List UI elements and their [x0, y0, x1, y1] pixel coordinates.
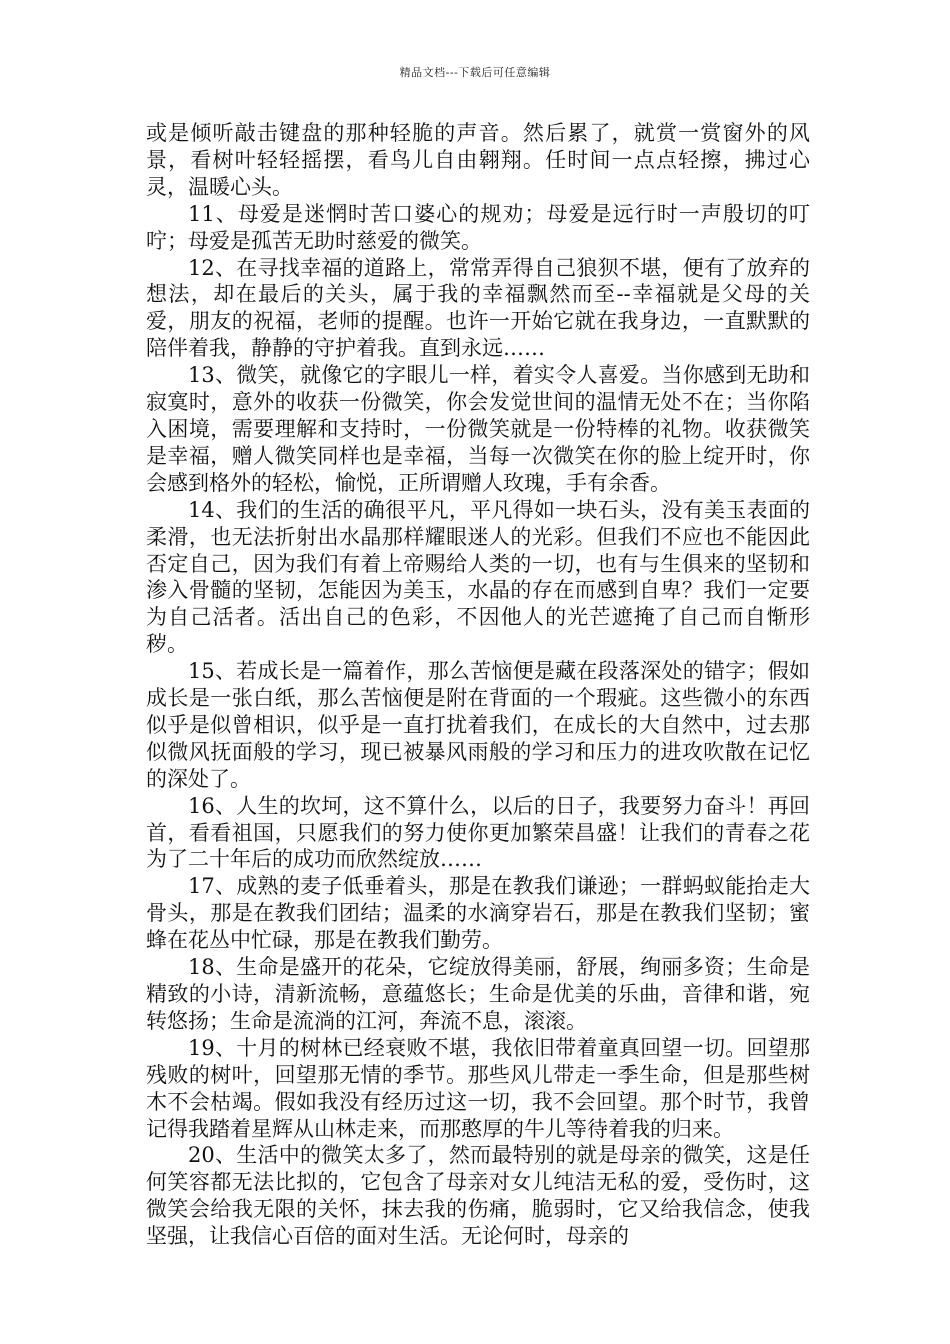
paragraph-15: 15、若成长是一篇着作，那么苦恼便是藏在段落深处的错字；假如成长是一张白纸，那么苦恼便是附在背面的一个瑕疵。这些微小的东西似乎是似曾相识，似乎是一直打扰着我们，在成长的大自然中，过去那似微风抚面般的学习，现已被暴风雨般的学习和压力的进攻吹散在记忆的深处了。: [146, 659, 810, 791]
paragraph-17: 17、成熟的麦子低垂着头，那是在教我们谦逊；一群蚂蚁能抬走大骨头，那是在教我们团结；温柔的水滴穿岩石，那是在教我们坚韧；蜜蜂在花丛中忙碌，那是在教我们勤劳。: [146, 874, 810, 953]
paragraph-continuation: 或是倾听敲击键盘的那种轻脆的声音。然后累了，就赏一赏窗外的风景，看树叶轻轻摇摆，看鸟儿自由翱翔。任时间一点点轻擦，拂过心灵，温暖心头。: [146, 121, 810, 199]
document-body: [146, 120, 810, 1250]
paragraph-20: 20、生活中的微笑太多了，然而最特别的就是母亲的微笑，这是任何笑容都无法比拟的，它包含了母亲对女儿纯洁无私的爱，受伤时，这微笑会给我无限的关怀，抹去我的伤痛，脆弱时，它又给我信念，使我坚强，让我信心百倍的面对生活。无论何时，母亲的: [146, 1143, 810, 1249]
paragraph-18: 18、生命是盛开的花朵，它绽放得美丽，舒展，绚丽多资；生命是精致的小诗，清新流畅，意蕴悠长；生命是优美的乐曲，音律和谐，宛转悠扬；生命是流淌的江河，奔流不息，滚滚。: [146, 955, 810, 1033]
paragraph-19: 19、十月的树林已经衰败不堪，我依旧带着童真回望一切。回望那残败的树叶，回望那无情的季节。那些风儿带走一季生命，但是那些树木不会枯竭。假如我没有经历过这一切，我不会回望。那个时节，我曾记得我踏着星辉从山林走来，而那憨厚的牛儿等待着我的归来。: [146, 1035, 810, 1141]
paragraph-14: 14、我们的生活的确很平凡，平凡得如一块石头，没有美玉表面的柔滑，也无法折射出水晶那样耀眼迷人的光彩。但我们不应也不能因此否定自己，因为我们有着上帝赐给人类的一切，也有与生俱来的坚韧和渗入骨髓的坚韧，怎能因为美玉，水晶的存在而感到自卑？我们一定要为自己活者。活出自己的色彩，不因他人的光芒遮掩了自己而自惭形秽。: [146, 497, 810, 657]
paragraph-11: 11、母爱是迷惘时苦口婆心的规劝；母爱是远行时一声殷切的叮咛；母爱是孤苦无助时慈爱的微笑。: [146, 201, 810, 253]
paragraph-13: 13、微笑，就像它的字眼儿一样，着实令人喜爱。当你感到无助和寂寞时，意外的收获一份微笑，你会发觉世间的温情无处不在；当你陷入困境，需要理解和支持时，一份微笑就是一份特棒的礼物。收获微笑是幸福，赠人微笑同样也是幸福，当每一次微笑在你的脸上绽开时，你会感到格外的轻松，愉悦，正所谓赠人玫瑰，手有余香。: [146, 363, 810, 495]
paragraph-16: 16、人生的坎坷，这不算什么，以后的日子，我要努力奋斗！再回首，看看祖国，只愿我们的努力使你更加繁荣昌盛！让我们的青春之花为了二十年后的成功而欣然绽放……: [146, 793, 810, 872]
page-header: 精品文档---下载后可任意编辑: [399, 66, 551, 79]
paragraph-12: 12、在寻找幸福的道路上，常常弄得自己狼狈不堪，便有了放弃的想法，却在最后的关头，属于我的幸福飘然而至--幸福就是父母的关爱，朋友的祝福，老师的提醒。也许一开始它就在我身边，一直默默的陪伴着我，静静的守护着我。直到永远……: [146, 255, 810, 361]
